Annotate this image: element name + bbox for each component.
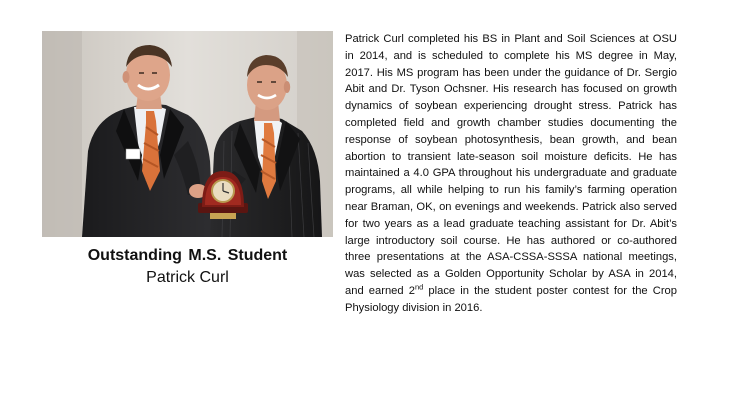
award-title: Outstanding M.S. Student — [87, 247, 288, 264]
bio-paragraph — [345, 31, 677, 317]
award-photo — [42, 31, 333, 237]
bio-text-part1: Patrick Curl completed his BS in Plant and Soil Sciences at OSU in 2014, and is scheduled to complete his MS degree in May, 2017. His MS program has been under the guidance of Dr. Sergio Abit and Dr. Tyson Ochsner. His research has focused on growth dynamics of soybean experiencing drought stress. Patrick has completed field and growth chamber studies documenting the response of soybean photosynthesis, bean growth, and bean abortion to transient late-season soil moisture deficits. He has maintained a 4.0 GPA throughout his undergraduate and graduate programs, all while helping to run his family’s farming operation near Braman, OK, on evenings and weekends. Patrick also served for two years as a lead graduate teaching assistant for Dr. Abit’s large introductory soil course. He has authored or co-authored three presentations at the ASA-CSSA-SSSA national meetings, was selected as a Golden Opportunity Scholar by ASA in 2014, and earned 2 — [345, 33, 677, 297]
recipient-name: Patrick Curl — [146, 269, 229, 286]
award-caption — [42, 245, 333, 289]
bio-text-part2: place in the student poster contest for the Crop Physiology division in 2016. — [345, 284, 677, 314]
ordinal-suffix: nd — [414, 282, 424, 292]
